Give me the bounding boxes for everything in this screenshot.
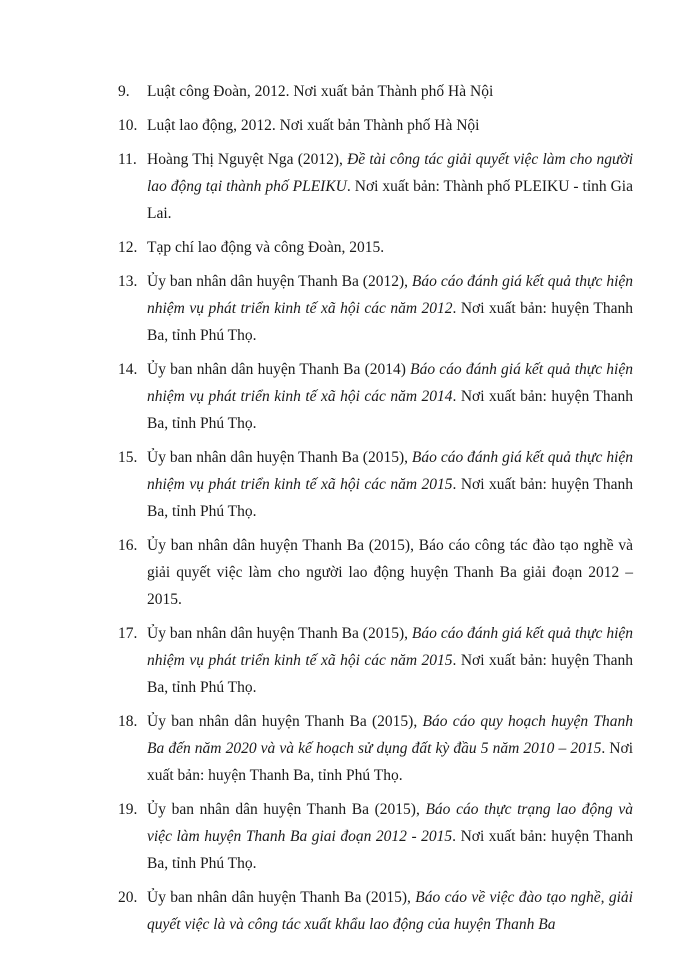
reference-text xyxy=(147,796,633,877)
reference-text xyxy=(147,78,633,105)
reference-text xyxy=(147,146,633,227)
reference-author-source: Ủy ban nhân dân huyện Thanh Ba (2015), xyxy=(147,449,412,466)
reference-number: 12. xyxy=(118,239,138,256)
reference-author-source: Tạp chí lao động và công Đoàn, 2015. xyxy=(147,239,385,256)
reference-author-source: Ủy ban nhân dân huyện Thanh Ba (2012), xyxy=(147,273,412,290)
reference-item-12 xyxy=(0,234,700,261)
reference-item-20 xyxy=(0,884,700,938)
reference-title: Báo cáo đánh giá kết quả thực hiện nhiệm vụ phát triển kinh tế xã hội các năm 2015 xyxy=(147,449,634,493)
reference-number: 13. xyxy=(118,273,138,290)
reference-title: Báo cáo quy hoạch huyện Thanh Ba đến năm 2020 và và kế hoạch sử dụng đất kỳ đầu 5 năm 2010 – 2015 xyxy=(147,713,633,757)
reference-number: 15. xyxy=(118,449,138,466)
reference-publisher: . Nơi xuất bản: Thành phố PLEIKU - tỉnh Gia Lai. xyxy=(147,178,633,222)
reference-item-16 xyxy=(0,532,700,613)
reference-text xyxy=(147,234,633,261)
reference-author-source: Luật lao động, 2012. Nơi xuất bản Thành phố Hà Nội xyxy=(147,117,480,134)
reference-text xyxy=(147,620,633,701)
reference-item-15 xyxy=(0,444,700,525)
reference-item-10 xyxy=(0,112,700,139)
reference-text xyxy=(147,708,633,789)
reference-author-source: Ủy ban nhân dân huyện Thanh Ba (2015), xyxy=(147,625,412,642)
reference-author-source: Ủy ban nhân dân huyện Thanh Ba (2015), Báo cáo công tác đào tạo nghề và giải quyết việc làm cho người lao động huyện Thanh Ba giải đoạn 2012 – 2015. xyxy=(147,537,633,608)
reference-item-19 xyxy=(0,796,700,877)
reference-title: Báo cáo thực trạng lao động và việc làm huyện Thanh Ba giai đoạn 2012 - 2015 xyxy=(147,801,633,845)
reference-number: 19. xyxy=(118,801,138,818)
reference-publisher: . Nơi xuất bản: huyện Thanh Ba, tỉnh Phú Thọ. xyxy=(147,476,633,520)
reference-text xyxy=(147,532,633,613)
reference-number: 17. xyxy=(118,625,138,642)
reference-title: Báo cáo về việc đào tạo nghề, giải quyết việc là và công tác xuất khẩu lao động của huyện Thanh Ba xyxy=(147,889,633,933)
reference-author-source: Ủy ban nhân dân huyện Thanh Ba (2014) xyxy=(147,361,411,378)
reference-title: Báo cáo đánh giá kết quả thực hiện nhiệm vụ phát triển kinh tế xã hội các năm 2014 xyxy=(147,361,633,405)
reference-number: 16. xyxy=(118,537,138,554)
reference-number: 18. xyxy=(118,713,138,730)
reference-author-source: Ủy ban nhân dân huyện Thanh Ba (2015), xyxy=(147,801,426,818)
reference-text xyxy=(147,268,633,349)
reference-item-11 xyxy=(0,146,700,227)
reference-item-18 xyxy=(0,708,700,789)
reference-number: 20. xyxy=(118,889,138,906)
reference-author-source: Ủy ban nhân dân huyện Thanh Ba (2015), xyxy=(147,713,423,730)
reference-publisher: . Nơi xuất bản: huyện Thanh Ba, tỉnh Phú Thọ. xyxy=(147,828,633,872)
reference-item-14 xyxy=(0,356,700,437)
reference-title: Báo cáo đánh giá kết quả thực hiện nhiệm vụ phát triển kinh tế xã hội các năm 2015 xyxy=(147,625,634,669)
reference-text xyxy=(147,444,633,525)
reference-number: 9. xyxy=(118,83,130,100)
reference-publisher: . Nơi xuất bản: huyện Thanh Ba, tỉnh Phú Thọ. xyxy=(147,300,633,344)
reference-number: 11. xyxy=(118,151,137,168)
reference-list xyxy=(0,78,700,945)
reference-publisher: . Nơi xuất bản: huyện Thanh Ba, tỉnh Phú Thọ. xyxy=(147,652,633,696)
reference-text xyxy=(147,112,633,139)
reference-number: 14. xyxy=(118,361,138,378)
reference-author-source: Luật công Đoàn, 2012. Nơi xuất bản Thành phố Hà Nội xyxy=(147,83,494,100)
reference-text xyxy=(147,356,633,437)
reference-item-9 xyxy=(0,78,700,105)
reference-title: Báo cáo đánh giá kết quả thực hiện nhiệm vụ phát triển kinh tế xã hội các năm 2012 xyxy=(147,273,634,317)
reference-text xyxy=(147,884,633,938)
reference-item-13 xyxy=(0,268,700,349)
reference-number: 10. xyxy=(118,117,138,134)
reference-publisher: . Nơi xuất bản: huyện Thanh Ba, tỉnh Phú Thọ. xyxy=(147,388,633,432)
reference-author-source: Ủy ban nhân dân huyện Thanh Ba (2015), xyxy=(147,889,416,906)
reference-publisher: . Nơi xuất bản: huyện Thanh Ba, tỉnh Phú Thọ. xyxy=(147,740,633,784)
reference-author-source: Hoàng Thị Nguyệt Nga (2012), xyxy=(147,151,348,168)
reference-item-17 xyxy=(0,620,700,701)
reference-title: Đề tài công tác giải quyết việc làm cho người lao động tại thành phố PLEIKU xyxy=(147,151,633,195)
